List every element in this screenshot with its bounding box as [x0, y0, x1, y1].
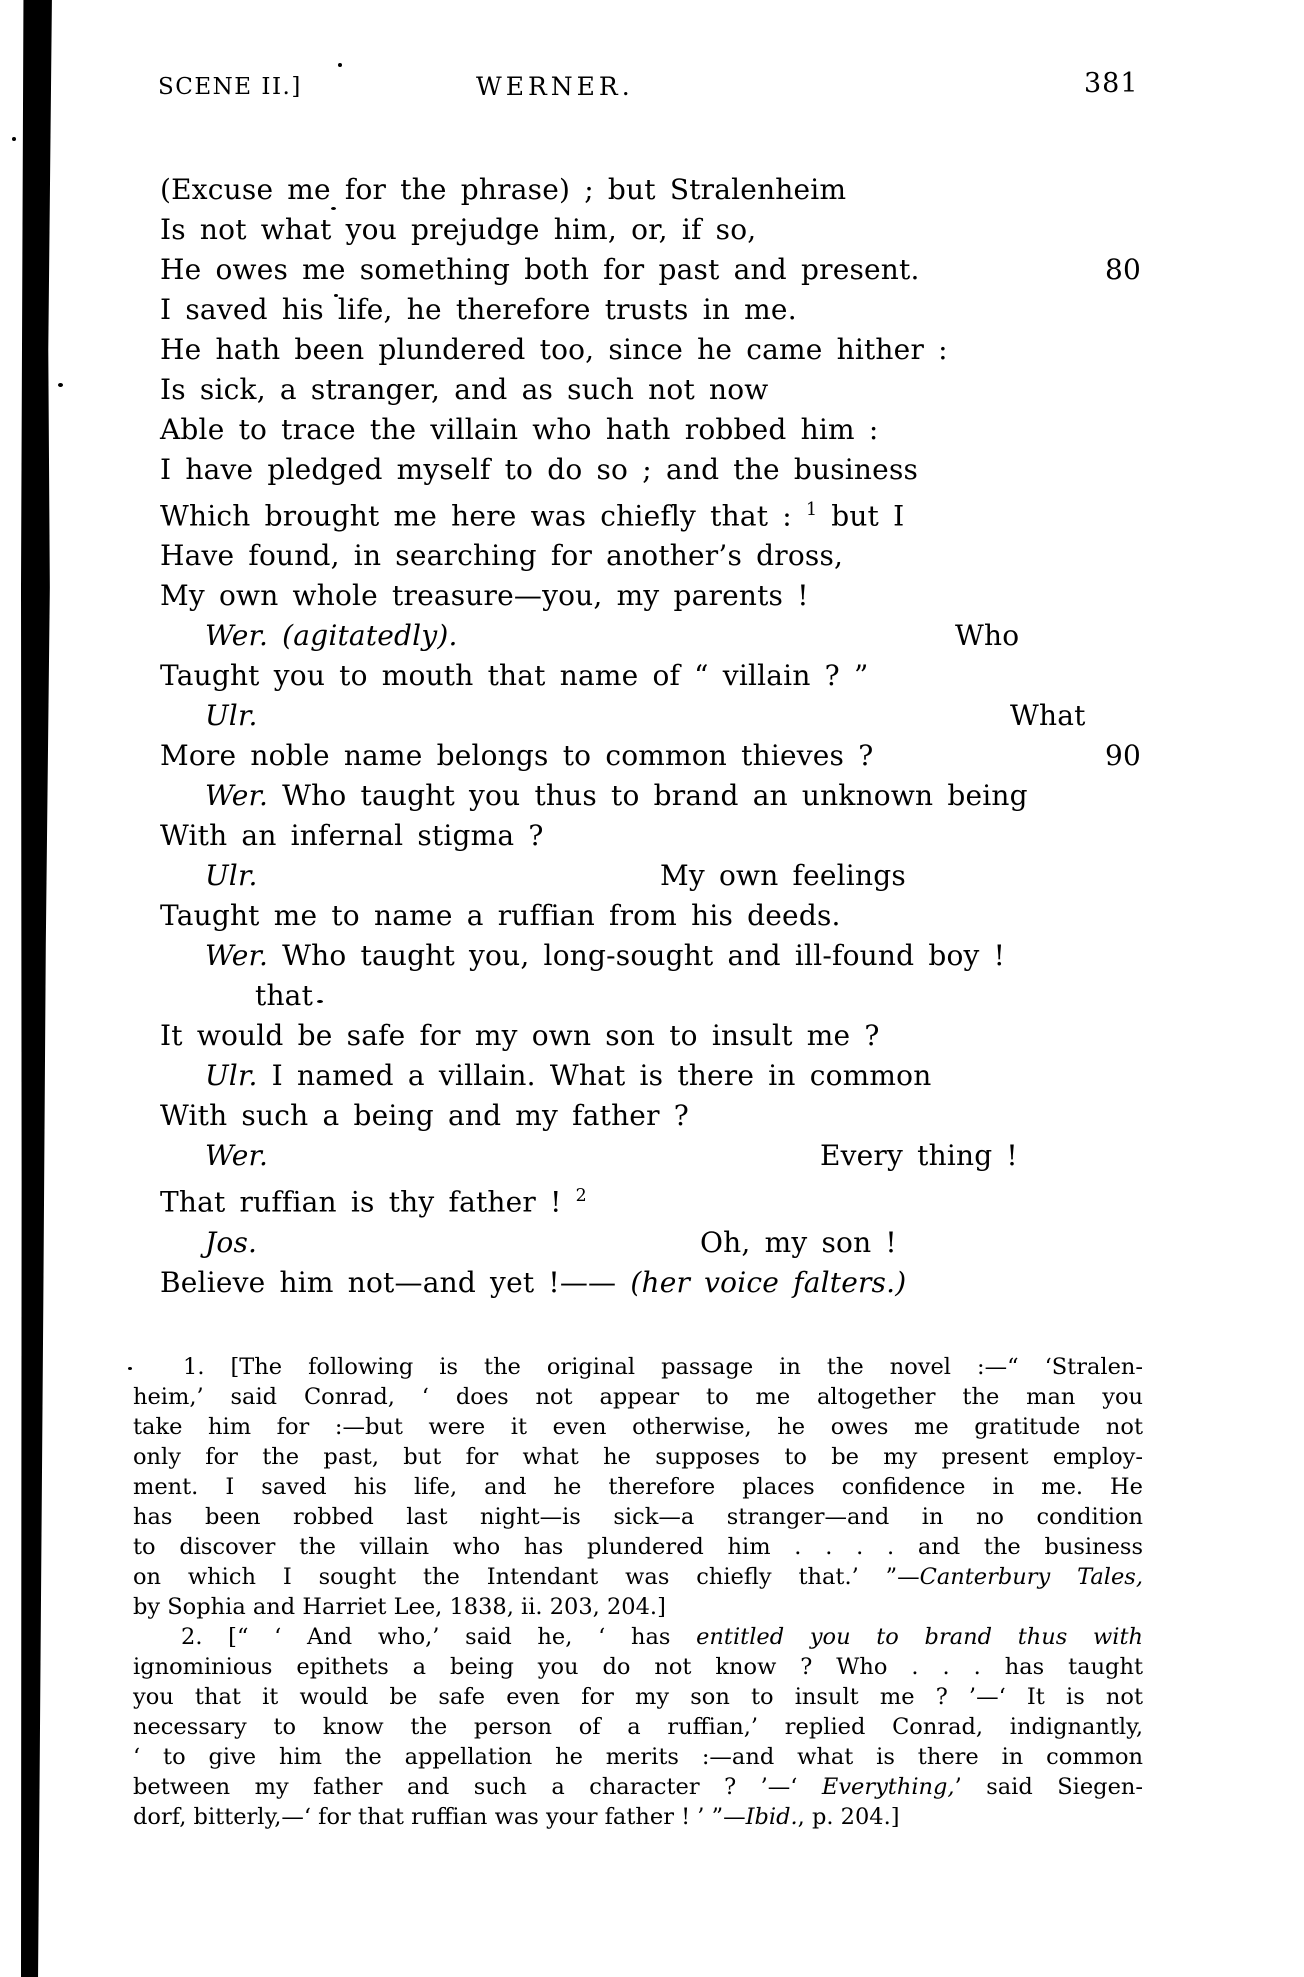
- footnote-line: [133, 1742, 1143, 1772]
- footnote-line: [133, 1622, 1143, 1652]
- footnote-line: [133, 1772, 1143, 1802]
- text-segment: 2. [“ ‘ And who,’ said he, ‘ has: [181, 1624, 697, 1650]
- text-segment: by Sophia and Harriet Lee, 1838, ii. 203, 204.]: [133, 1594, 666, 1620]
- verse-line: [160, 370, 1142, 410]
- text-segment: I named a villain. What is there in common: [257, 1059, 932, 1093]
- text-segment: ‘ to give him the appellation he merits :—and what is there in common: [133, 1744, 1143, 1770]
- verse-line: [160, 1056, 1142, 1096]
- text-segment: Who taught you thus to brand an unknown being: [268, 779, 1028, 813]
- text-segment: Have found, in searching for another’s dross,: [160, 539, 844, 573]
- text-segment: on which I sought the Intendant was chiefly that.’ ”—: [133, 1564, 920, 1590]
- scan-speck: [12, 137, 16, 141]
- text-segment: My own feelings: [660, 859, 906, 893]
- text-segment: Wer.: [205, 1139, 269, 1173]
- footnote-line: [133, 1652, 1143, 1682]
- text-segment: Which brought me here was chiefly that :: [160, 499, 807, 533]
- text-segment: My own whole treasure—you, my parents !: [160, 579, 809, 613]
- text-segment: Taught me to name a ruffian from his deeds.: [160, 899, 841, 933]
- verse-line: [160, 1176, 1142, 1222]
- text-segment: Everything,: [821, 1774, 955, 1800]
- text-segment: He hath been plundered too, since he came hither :: [160, 333, 948, 366]
- footnote-line: [133, 1592, 1143, 1622]
- footnote-line: [133, 1562, 1143, 1592]
- footnote-line: [133, 1472, 1143, 1502]
- footnote-line: [133, 1352, 1143, 1382]
- verse-line: [160, 896, 1142, 936]
- text-segment: (her voice falters.): [630, 1265, 907, 1299]
- text-segment: ignominious epithets a being you do not know ? Who . . . has taught: [133, 1654, 1143, 1680]
- scan-speck: [128, 1367, 132, 1370]
- text-segment: between my father and such a character ? ’—‘: [133, 1774, 822, 1800]
- footnote-line: [133, 1382, 1143, 1412]
- verse-line: [160, 170, 1142, 210]
- running-header-title: WERNER.: [476, 72, 634, 101]
- text-segment: It would be safe for my own son to insult me ?: [160, 1019, 880, 1053]
- footnote-block: [133, 1352, 1143, 1832]
- text-segment: necessary to know the person of a ruffian,’ replied Conrad, indignantly,: [133, 1714, 1143, 1740]
- text-segment: Oh, my son !: [700, 1225, 897, 1259]
- text-segment: 2: [575, 1186, 587, 1207]
- verse-line: [160, 250, 1142, 290]
- text-segment: Able to trace the villain who hath robbed him :: [160, 413, 879, 446]
- text-segment: Ulr.: [205, 859, 258, 893]
- scan-speck: [338, 63, 342, 67]
- text-segment: to discover the villain who has plundered him . . . . and the business: [133, 1534, 1143, 1560]
- text-segment: has been robbed last night—is sick—a stranger—and in no condition: [133, 1504, 1143, 1530]
- verse-line: [160, 776, 1142, 816]
- text-segment: Ulr.: [205, 699, 258, 733]
- text-segment: I saved his life, he therefore trusts in me.: [160, 293, 797, 326]
- verse-line: [160, 576, 1142, 616]
- text-segment: He owes me something both for past and present.: [160, 253, 920, 286]
- verse-line: [160, 330, 1142, 370]
- text-segment: Ibid.: [745, 1804, 798, 1830]
- text-segment: 90: [1105, 739, 1142, 773]
- text-segment: but I: [817, 499, 905, 533]
- footnote-line: [133, 1412, 1143, 1442]
- text-segment: With such a being and my father ?: [160, 1099, 689, 1133]
- verse-line: [160, 656, 1142, 696]
- verse-line: [160, 936, 1142, 976]
- verse-line: [160, 450, 1142, 490]
- verse-line: [160, 616, 1142, 656]
- verse-line: [160, 1096, 1142, 1136]
- verse-line: [160, 856, 1142, 896]
- verse-line: [160, 290, 1142, 330]
- text-segment: I have pledged myself to do so ; and the business: [160, 453, 919, 486]
- verse-line: [160, 536, 1142, 576]
- text-segment: Canterbury Tales,: [919, 1564, 1143, 1590]
- text-segment: Is sick, a stranger, and as such not now: [160, 373, 769, 406]
- verse-line: [160, 1016, 1142, 1056]
- text-segment: Who: [955, 619, 1020, 653]
- running-header-scene: SCENE II.]: [158, 74, 302, 100]
- verse-line: [160, 1136, 1142, 1176]
- gutter-shadow-artifact: [21, 0, 52, 1977]
- verse-line: [160, 736, 1142, 776]
- text-segment: Taught you to mouth that name of “ villain ? ”: [160, 659, 869, 693]
- verse-line: [160, 490, 1142, 536]
- footnote-line: [133, 1802, 1143, 1832]
- text-segment: Believe him not—and yet !——: [160, 1265, 631, 1299]
- footnote-line: [133, 1442, 1143, 1472]
- text-segment: Jos.: [205, 1225, 258, 1259]
- text-segment: entitled you to brand thus with: [696, 1624, 1143, 1650]
- text-segment: (Excuse me for the phrase) ; but Stralenheim: [160, 173, 847, 206]
- text-segment: heim,’ said Conrad, ‘ does not appear to me altogether the man you: [133, 1384, 1143, 1410]
- text-segment: Wer.: [205, 939, 269, 973]
- text-segment: Wer. (agitatedly).: [205, 619, 458, 653]
- text-segment: That ruffian is thy father !: [160, 1185, 576, 1219]
- verse-line: [160, 696, 1142, 736]
- text-segment: you that it would be safe even for my son to insult me ? ’—‘ It is not: [133, 1684, 1143, 1710]
- text-segment: ment. I saved his life, and he therefore places confidence in me. He: [133, 1474, 1143, 1500]
- text-segment: Who taught you, long-sought and ill-found boy !: [268, 939, 1006, 973]
- verse-line: [160, 976, 1142, 1016]
- footnote-line: [133, 1502, 1143, 1532]
- text-segment: What: [1010, 699, 1086, 733]
- text-segment: Ulr.: [205, 1059, 258, 1093]
- footnote-line: [133, 1532, 1143, 1562]
- text-segment: , p. 204.]: [797, 1804, 900, 1830]
- verse-line: [160, 1223, 1142, 1263]
- verse-line: [160, 210, 1142, 250]
- verse-block: [160, 170, 1142, 1303]
- footnote-line: [133, 1712, 1143, 1742]
- text-segment: More noble name belongs to common thieves ?: [160, 739, 874, 773]
- verse-line: [160, 410, 1142, 450]
- page-number: 381: [1084, 68, 1139, 99]
- text-segment: Is not what you prejudge him, or, if so,: [160, 213, 757, 246]
- footnote-line: [133, 1682, 1143, 1712]
- text-segment: 80: [1105, 253, 1142, 286]
- verse-line: [160, 1263, 1142, 1303]
- verse-line: [160, 816, 1142, 856]
- text-segment: take him for :—but were it even otherwise, he owes me gratitude not: [133, 1414, 1143, 1440]
- text-segment: Every thing !: [820, 1139, 1018, 1173]
- text-segment: With an infernal stigma ?: [160, 819, 544, 853]
- text-segment: 1. [The following is the original passage in the novel :—“ ‘Stralen-: [183, 1354, 1143, 1380]
- text-segment: only for the past, but for what he supposes to be my present employ-: [133, 1444, 1143, 1470]
- text-segment: ’ said Siegen-: [954, 1774, 1143, 1800]
- text-segment: dorf, bitterly,—‘ for that ruffian was your father ! ’ ”—: [133, 1804, 746, 1830]
- text-segment: that: [255, 979, 314, 1013]
- text-segment: Wer.: [205, 779, 269, 813]
- text-segment: 1: [806, 500, 818, 520]
- scan-speck: [58, 383, 63, 387]
